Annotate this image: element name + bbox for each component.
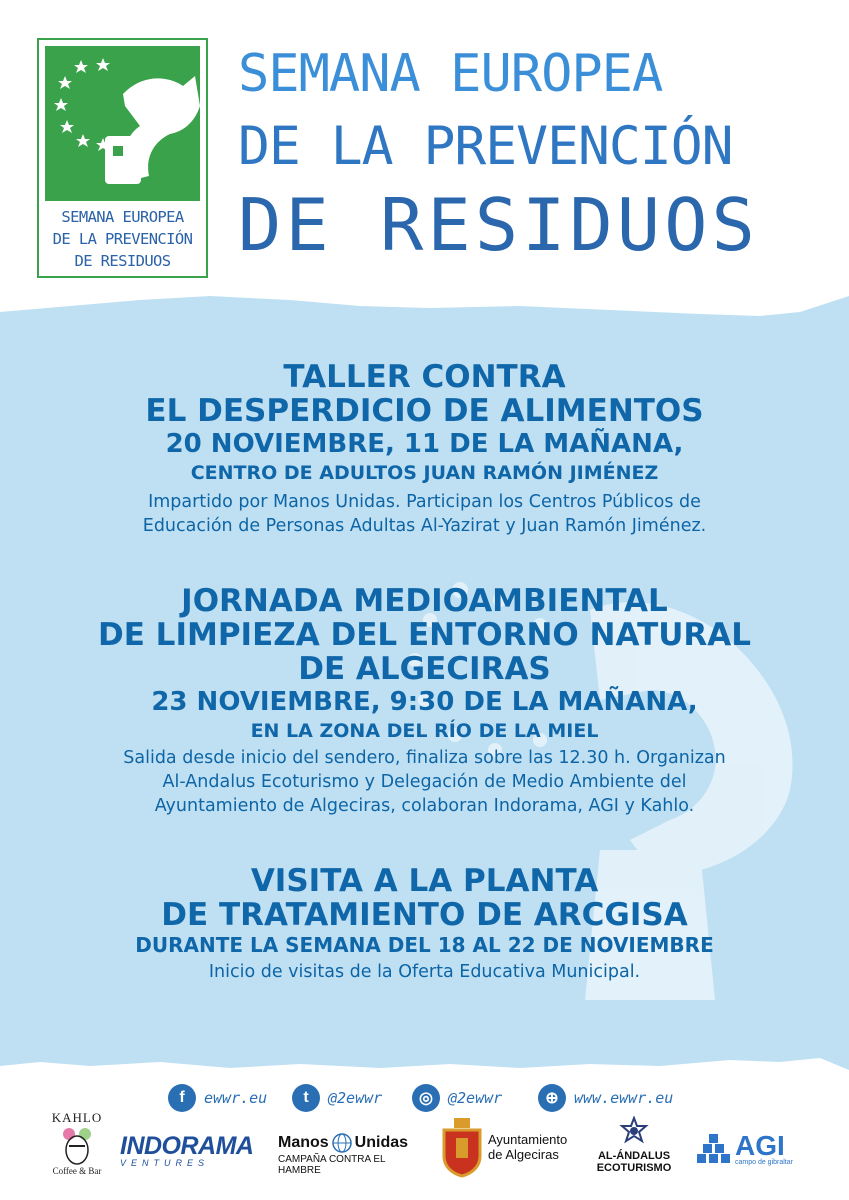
event-desc-line: Al-Andalus Ecoturismo y Delegación de Medio Ambiente del (162, 772, 687, 792)
ayuntamiento-logo (440, 1116, 570, 1178)
social-text: @2ewwr (328, 1089, 383, 1107)
social-facebook[interactable] (168, 1082, 267, 1114)
alandalus-line-2: ECOTURISMO (596, 1162, 672, 1174)
event-date: DURANTE LA SEMANA DEL 18 AL 22 DE NOVIEMBRE (135, 933, 714, 957)
social-instagram[interactable] (412, 1082, 502, 1114)
kahlo-face-icon (57, 1126, 97, 1166)
twitter-icon: t (292, 1084, 320, 1112)
unidas-name: Unidas (354, 1134, 409, 1151)
logo-line-2: DE LA PREVENCIÓN (52, 230, 193, 248)
kahlo-sub: Coffee & Bar (52, 1166, 102, 1176)
event-title-line: DE LIMPIEZA DEL ENTORNO NATURAL (97, 617, 752, 653)
social-text: @2ewwr (448, 1089, 503, 1107)
logo-line-1: SEMANA EUROPEA (61, 208, 184, 226)
event-place: CENTRO DE ADULTOS JUAN RAMÓN JIMÉNEZ (190, 462, 659, 484)
event-place: EN LA ZONA DEL RÍO DE LA MIEL (250, 720, 599, 742)
globe-icon: ⊕ (538, 1084, 566, 1112)
agi-logo (696, 1129, 806, 1166)
ewwr-logo (37, 38, 208, 278)
social-text: www.ewwr.eu (574, 1089, 674, 1107)
event-visita (0, 864, 849, 984)
event-date: 23 NOVIEMBRE, 9:30 DE LA MAÑANA, (151, 687, 698, 717)
event-desc-line: Impartido por Manos Unidas. Participan los Centros Públicos de (148, 492, 701, 512)
sponsor-logos (0, 1110, 849, 1200)
event-desc-line: Salida desde inicio del sendero, finaliza sobre las 12.30 h. Organizan (123, 748, 726, 768)
social-twitter[interactable] (292, 1082, 382, 1114)
manos-unidas-logo (278, 1132, 428, 1176)
indorama-name: INDORAMA (120, 1132, 254, 1160)
page-title (238, 42, 798, 266)
title-line-1: SEMANA EUROPEA (238, 44, 663, 104)
title-line-2: DE LA PREVENCIÓN (238, 116, 733, 177)
alandalus-logo (594, 1116, 674, 1174)
logo-green-panel (45, 46, 200, 201)
agi-sub: campo de gibraltar (735, 1158, 793, 1166)
event-title-line: JORNADA MEDIOAMBIENTAL (181, 583, 668, 619)
ayuntamiento-line-2: de Algeciras (488, 1147, 559, 1162)
agi-name: AGI (735, 1129, 785, 1161)
kahlo-logo (42, 1110, 112, 1190)
manos-name: Manos (278, 1134, 329, 1151)
indorama-logo (120, 1132, 254, 1168)
agi-pyramid-icon (696, 1132, 732, 1166)
manos-sub: CAMPAÑA CONTRA EL HAMBRE (278, 1154, 386, 1176)
event-title-line: DE ALGECIRAS (298, 651, 551, 687)
hand-bin-icon (45, 46, 200, 201)
ayuntamiento-line-1: Ayuntamiento (488, 1132, 568, 1147)
event-title-line: VISITA A LA PLANTA (250, 863, 599, 899)
social-web[interactable] (538, 1082, 673, 1114)
kahlo-name: KAHLO (51, 1110, 103, 1125)
event-jornada (0, 584, 849, 818)
event-title-line: DE TRATAMIENTO DE ARCGISA (161, 897, 688, 933)
facebook-icon: f (168, 1084, 196, 1112)
event-desc-line: Ayuntamiento de Algeciras, colaboran Indorama, AGI y Kahlo. (154, 796, 695, 816)
event-title-line: EL DESPERDICIO DE ALIMENTOS (145, 393, 704, 429)
social-text: ewwr.eu (204, 1089, 268, 1107)
logo-text (39, 206, 206, 272)
event-taller (0, 360, 849, 538)
alandalus-line-1: AL-ÁNDALUS (597, 1150, 671, 1162)
instagram-icon: ◎ (412, 1084, 440, 1112)
star-pattern-icon (619, 1116, 649, 1150)
event-title-line: TALLER CONTRA (283, 359, 566, 395)
event-desc-line: Educación de Personas Adultas Al-Yazirat y Juan Ramón Jiménez. (142, 516, 707, 536)
social-links (0, 1082, 849, 1114)
event-date: 20 NOVIEMBRE, 11 DE LA MAÑANA, (165, 429, 684, 459)
coat-of-arms-icon (440, 1116, 484, 1178)
title-line-3: DE RESIDUOS (238, 183, 759, 267)
logo-line-3: DE RESIDUOS (74, 252, 171, 270)
globe-logo-icon (331, 1132, 353, 1154)
event-desc-line: Inicio de visitas de la Oferta Educativa Municipal. (208, 962, 641, 982)
indorama-sub: VENTURES (120, 1158, 210, 1168)
